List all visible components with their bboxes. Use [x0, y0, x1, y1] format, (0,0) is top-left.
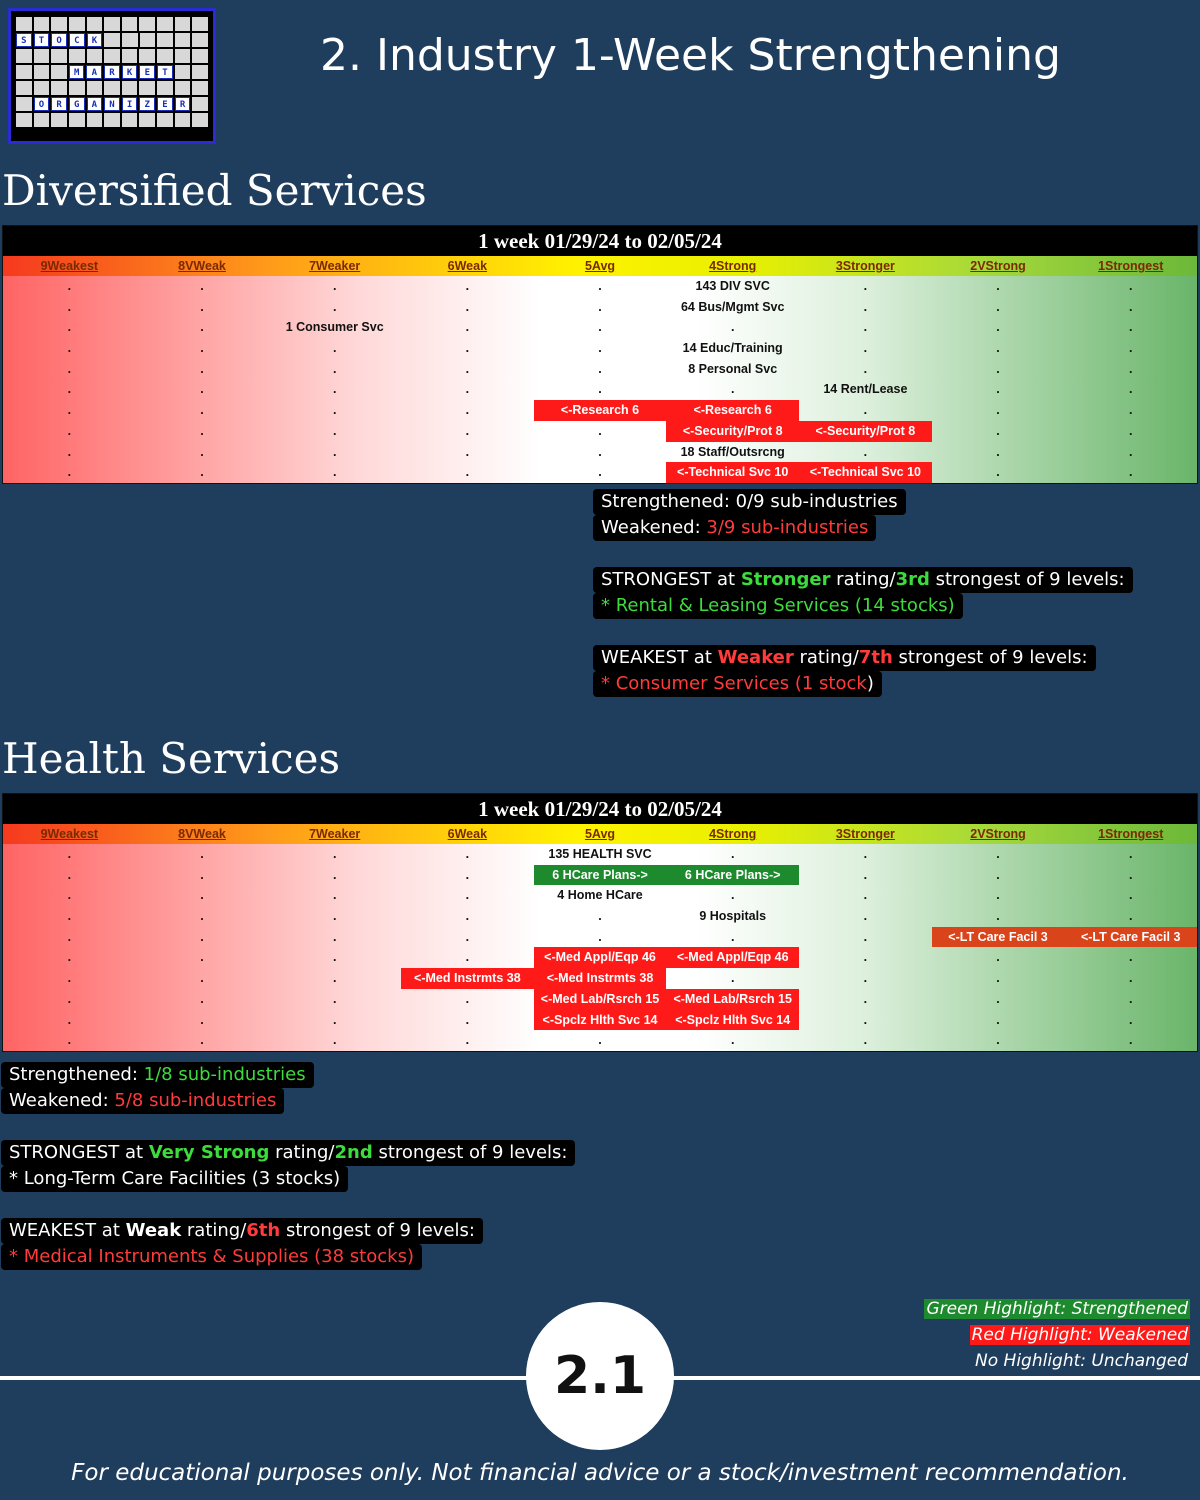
- grid-cell: .: [465, 444, 470, 459]
- grid-cell: .: [200, 465, 204, 480]
- grid-cell: <-Technical Svc 10: [666, 462, 799, 483]
- grid-cell: .: [67, 867, 72, 882]
- grid-cell: 1 Consumer Svc: [285, 320, 384, 335]
- strongest-item: * Rental & Leasing Services (14 stocks): [593, 593, 963, 619]
- grid-row: [3, 927, 1197, 948]
- grid-cell: <-Research 6: [666, 400, 799, 421]
- column-header-6weak: 6Weak: [447, 827, 488, 841]
- grid-cell: .: [996, 909, 1000, 924]
- logo-row-word2: M A R K E T: [16, 65, 208, 79]
- grid-cell: .: [1128, 279, 1133, 293]
- grid-cell: .: [1128, 403, 1133, 418]
- grid-cell: .: [67, 361, 72, 376]
- strongest-line: STRONGEST at Stronger rating/3rd strongest of 9 levels:: [593, 567, 1133, 593]
- grid-cell: .: [67, 909, 72, 924]
- grid-cell: .: [863, 403, 868, 418]
- grid-row: [3, 885, 1197, 906]
- section-title-diversified-services: Diversified Services: [2, 166, 427, 215]
- grid-cell: .: [996, 423, 1000, 438]
- rating-grid-diversified-services: [2, 225, 1198, 484]
- grid-cell: .: [863, 867, 868, 882]
- column-header-7weaker: 7Weaker: [309, 259, 361, 273]
- grid-cell: .: [200, 341, 204, 356]
- grid-cell: 14 Educ/Training: [682, 341, 783, 356]
- grid-cell: .: [200, 403, 204, 418]
- logo-row-blank: [16, 81, 208, 95]
- grid-cell: .: [332, 867, 337, 882]
- grid-cell: .: [863, 299, 868, 314]
- grid-cell: .: [332, 847, 337, 861]
- grid-cell: .: [465, 341, 470, 356]
- grid-cell: .: [67, 888, 72, 903]
- column-header-4strong: 4Strong: [709, 827, 757, 841]
- weakest-line: WEAKEST at Weak rating/6th strongest of 9 levels:: [1, 1218, 483, 1244]
- grid-cell: .: [332, 423, 337, 438]
- grid-cell: .: [863, 361, 868, 376]
- grid-row: [3, 317, 1197, 338]
- grid-period-title: 1 week 01/29/24 to 02/05/24: [3, 794, 1197, 824]
- grid-cell: .: [1128, 950, 1133, 965]
- grid-row: [3, 442, 1197, 463]
- grid-cell: .: [996, 403, 1000, 418]
- grid-row: [3, 400, 1197, 421]
- grid-cell: .: [465, 1033, 470, 1048]
- grid-cell: .: [1128, 299, 1133, 314]
- grid-cell: .: [996, 341, 1000, 356]
- grid-cell: .: [465, 888, 470, 903]
- legend-red: Red Highlight: Weakened: [971, 1325, 1188, 1345]
- grid-cell: .: [598, 929, 602, 944]
- grid-cell: .: [863, 1033, 868, 1048]
- grid-cell: <-Med Lab/Rsrch 15: [534, 989, 667, 1010]
- grid-cell: .: [67, 403, 72, 418]
- grid-cell: .: [200, 929, 204, 944]
- grid-cell: .: [730, 847, 735, 861]
- grid-cell: .: [332, 888, 337, 903]
- grid-cell: .: [1128, 1012, 1133, 1027]
- grid-cell: 6 HCare Plans->: [666, 865, 799, 886]
- logo-row-word1: S T O C K: [16, 33, 208, 47]
- column-header-7weaker: 7Weaker: [309, 827, 361, 841]
- logo-row-blank: [16, 113, 208, 127]
- logo-row-blank: [16, 49, 208, 63]
- grid-row: [3, 844, 1197, 865]
- grid-cell: .: [67, 465, 72, 480]
- legend-green: Green Highlight: Strengthened: [926, 1299, 1188, 1319]
- grid-cell: .: [465, 950, 470, 965]
- grid-cell: .: [996, 444, 1000, 459]
- summary-diversified-services: [593, 489, 1133, 697]
- grid-cell: .: [996, 382, 1000, 397]
- grid-cell: .: [1128, 320, 1133, 335]
- grid-cell: .: [332, 279, 337, 293]
- column-header-3stronger: 3Stronger: [835, 827, 895, 841]
- column-header-5avg: 5Avg: [584, 259, 616, 273]
- legend-none: No Highlight: Unchanged: [975, 1351, 1188, 1371]
- grid-cell: <-Spclz Hlth Svc 14: [534, 1010, 667, 1031]
- grid-cell: 143 DIV SVC: [695, 279, 770, 293]
- grid-cell: <-Med Lab/Rsrch 15: [666, 989, 799, 1010]
- grid-cell: .: [332, 971, 337, 986]
- grid-cell: .: [67, 1012, 72, 1027]
- grid-cell: .: [863, 991, 868, 1006]
- grid-cell: .: [863, 929, 868, 944]
- grid-cell: .: [598, 909, 602, 924]
- grid-cell: <-Technical Svc 10: [799, 462, 932, 483]
- grid-cell: .: [332, 465, 337, 480]
- weakened-line: Weakened: 5/8 sub-industries: [1, 1088, 284, 1114]
- grid-cell: .: [1128, 909, 1133, 924]
- rating-grid-health-services: [2, 793, 1198, 1052]
- grid-cell: .: [200, 847, 204, 861]
- grid-cell: .: [1128, 382, 1133, 397]
- grid-cell: .: [67, 279, 72, 293]
- grid-cell: .: [598, 361, 602, 376]
- grid-cell: .: [67, 950, 72, 965]
- grid-cell: .: [996, 867, 1000, 882]
- weakened-line: Weakened: 3/9 sub-industries: [593, 515, 876, 541]
- grid-cell: 135 HEALTH SVC: [548, 847, 652, 861]
- grid-row: [3, 865, 1197, 886]
- grid-cell: .: [598, 341, 602, 356]
- grid-row: [3, 1030, 1197, 1051]
- grid-cell: .: [996, 279, 1000, 293]
- grid-row: [3, 338, 1197, 359]
- grid-row: [3, 379, 1197, 400]
- weakest-line: WEAKEST at Weaker rating/7th strongest of 9 levels:: [593, 645, 1096, 671]
- grid-row: [3, 989, 1197, 1010]
- grid-cell: .: [598, 299, 602, 314]
- grid-cell: 14 Rent/Lease: [823, 382, 908, 397]
- grid-cell: .: [200, 1012, 204, 1027]
- grid-cell: <-Med Appl/Eqp 46: [534, 947, 667, 968]
- grid-cell: <-Security/Prot 8: [799, 421, 932, 442]
- grid-cell: .: [67, 929, 72, 944]
- grid-cell: .: [465, 991, 470, 1006]
- grid-cell: .: [200, 950, 204, 965]
- column-header-5avg: 5Avg: [584, 827, 616, 841]
- grid-cell: .: [465, 403, 470, 418]
- grid-cell: .: [1128, 888, 1133, 903]
- grid-cell: .: [1128, 444, 1133, 459]
- grid-cell: .: [1128, 341, 1133, 356]
- grid-cell: .: [332, 361, 337, 376]
- grid-cell: 6 HCare Plans->: [534, 865, 667, 886]
- grid-cell: .: [730, 320, 735, 335]
- grid-cell: .: [332, 382, 337, 397]
- grid-cell: .: [200, 299, 204, 314]
- grid-cell: .: [200, 444, 204, 459]
- grid-cell: .: [332, 929, 337, 944]
- grid-cell: .: [730, 888, 735, 903]
- grid-row: [3, 968, 1197, 989]
- grid-cell: .: [730, 1033, 735, 1048]
- weakest-item: * Medical Instruments & Supplies (38 stocks): [1, 1244, 422, 1270]
- grid-cell: .: [200, 867, 204, 882]
- column-header-4strong: 4Strong: [709, 259, 757, 273]
- grid-cell: .: [996, 950, 1000, 965]
- grid-cell: .: [200, 279, 204, 293]
- grid-cell: .: [465, 1012, 470, 1027]
- grid-cell: .: [67, 847, 72, 861]
- strengthened-line: Strengthened: 0/9 sub-industries: [593, 489, 906, 515]
- grid-cell: .: [465, 847, 470, 861]
- strengthened-line: Strengthened: 1/8 sub-industries: [1, 1062, 314, 1088]
- grid-cell: <-Med Instrmts 38: [534, 968, 667, 989]
- grid-cell: .: [598, 279, 602, 293]
- grid-cell: <-Med Appl/Eqp 46: [666, 947, 799, 968]
- grid-row: [3, 947, 1197, 968]
- grid-cell: .: [598, 444, 602, 459]
- grid-cell: .: [332, 299, 337, 314]
- grid-cell: .: [67, 320, 72, 335]
- grid-cell: .: [863, 971, 868, 986]
- grid-row: [3, 359, 1197, 380]
- grid-cell: .: [67, 341, 72, 356]
- grid-cell: .: [598, 382, 602, 397]
- grid-cell: .: [730, 929, 735, 944]
- grid-cell: .: [863, 888, 868, 903]
- grid-cell: .: [200, 1033, 204, 1048]
- grid-cell: .: [67, 991, 72, 1006]
- grid-cell: .: [863, 909, 868, 924]
- grid-cell: .: [996, 361, 1000, 376]
- grid-cell: .: [863, 1012, 868, 1027]
- grid-cell: .: [598, 465, 602, 480]
- grid-cell: .: [465, 909, 470, 924]
- grid-cell: .: [67, 1033, 72, 1048]
- grid-cell: .: [996, 465, 1000, 480]
- weakest-item: * Consumer Services (1 stock): [593, 671, 882, 697]
- column-header-1strongest: 1Strongest: [1098, 259, 1164, 273]
- grid-cell: <-Med Instrmts 38: [401, 968, 534, 989]
- grid-cell: .: [1128, 847, 1133, 861]
- grid-row: [3, 421, 1197, 442]
- grid-cell: .: [863, 444, 868, 459]
- grid-cell: .: [465, 929, 470, 944]
- grid-cell: .: [200, 888, 204, 903]
- grid-row: [3, 276, 1197, 297]
- grid-cell: .: [1128, 867, 1133, 882]
- grid-cell: .: [1128, 361, 1133, 376]
- grid-cell: .: [1128, 465, 1133, 480]
- grid-cell: .: [332, 991, 337, 1006]
- grid-cell: .: [67, 423, 72, 438]
- grid-cell: .: [996, 991, 1000, 1006]
- grid-cell: .: [730, 382, 735, 397]
- grid-cell: .: [863, 279, 868, 293]
- column-header-3stronger: 3Stronger: [835, 259, 895, 273]
- grid-row: [3, 297, 1197, 318]
- strongest-line: STRONGEST at Very Strong rating/2nd strongest of 9 levels:: [1, 1140, 575, 1166]
- grid-cell: .: [200, 361, 204, 376]
- disclaimer-footer: For educational purposes only. Not financial advice or a stock/investment recommendation.: [71, 1460, 1129, 1486]
- grid-cell: 4 Home HCare: [557, 888, 643, 903]
- grid-cell: .: [465, 320, 470, 335]
- column-header-1strongest: 1Strongest: [1098, 827, 1164, 841]
- grid-cell: .: [996, 299, 1000, 314]
- column-header-2vstrong: 2VStrong: [970, 259, 1026, 273]
- grid-cell: <-LT Care Facil 3: [1064, 927, 1197, 948]
- grid-row: [3, 462, 1197, 483]
- grid-cell: .: [863, 341, 868, 356]
- grid-cell: .: [996, 320, 1000, 335]
- grid-cell: .: [332, 341, 337, 356]
- grid-cell: .: [67, 299, 72, 314]
- grid-cell: .: [332, 403, 337, 418]
- grid-body: [3, 844, 1197, 1051]
- grid-cell: 64 Bus/Mgmt Svc: [680, 299, 785, 314]
- highlight-legend: [924, 1296, 1190, 1374]
- grid-cell: <-Spclz Hlth Svc 14: [666, 1010, 799, 1031]
- grid-cell: .: [200, 971, 204, 986]
- column-header-8vweak: 8VWeak: [178, 259, 226, 273]
- grid-cell: .: [465, 382, 470, 397]
- grid-cell: .: [200, 382, 204, 397]
- grid-cell: .: [598, 423, 602, 438]
- column-header-6weak: 6Weak: [447, 259, 488, 273]
- grid-cell: .: [863, 847, 868, 861]
- grid-column-headers: [3, 824, 1197, 844]
- stock-market-organizer-logo: [8, 8, 216, 144]
- grid-cell: .: [200, 991, 204, 1006]
- grid-body: [3, 276, 1197, 483]
- grid-cell: 9 Hospitals: [699, 909, 767, 924]
- logo-row-blank: [16, 17, 208, 31]
- grid-cell: .: [730, 971, 735, 986]
- grid-cell: .: [996, 888, 1000, 903]
- grid-cell: .: [1128, 991, 1133, 1006]
- column-header-2vstrong: 2VStrong: [970, 827, 1026, 841]
- grid-period-title: 1 week 01/29/24 to 02/05/24: [3, 226, 1197, 256]
- grid-cell: .: [1128, 971, 1133, 986]
- grid-cell: .: [332, 950, 337, 965]
- grid-cell: .: [332, 1012, 337, 1027]
- column-header-9weakest: 9Weakest: [40, 827, 99, 841]
- grid-cell: .: [465, 465, 470, 480]
- grid-cell: .: [863, 950, 868, 965]
- grid-cell: .: [200, 423, 204, 438]
- grid-cell: .: [465, 279, 470, 293]
- grid-cell: .: [996, 1012, 1000, 1027]
- grid-cell: .: [67, 382, 72, 397]
- grid-cell: .: [465, 423, 470, 438]
- grid-cell: 8 Personal Svc: [688, 361, 778, 376]
- grid-cell: .: [465, 867, 470, 882]
- grid-row: [3, 1010, 1197, 1031]
- grid-cell: .: [332, 1033, 337, 1048]
- grid-cell: .: [332, 909, 337, 924]
- grid-cell: .: [332, 444, 337, 459]
- logo-row-word3: O R G A N I Z E R: [16, 97, 208, 111]
- grid-cell: <-LT Care Facil 3: [932, 927, 1065, 948]
- grid-cell: .: [996, 971, 1000, 986]
- grid-row: [3, 906, 1197, 927]
- grid-cell: .: [200, 320, 204, 335]
- strongest-item: * Long-Term Care Facilities (3 stocks): [1, 1166, 348, 1192]
- grid-cell: <-Research 6: [534, 400, 667, 421]
- summary-health-services: [1, 1062, 575, 1270]
- grid-cell: .: [465, 361, 470, 376]
- grid-cell: .: [598, 1033, 602, 1048]
- column-header-9weakest: 9Weakest: [40, 259, 99, 273]
- grid-cell: .: [1128, 423, 1133, 438]
- grid-cell: <-Security/Prot 8: [666, 421, 799, 442]
- grid-cell: .: [996, 1033, 1000, 1048]
- grid-cell: .: [863, 320, 868, 335]
- page-number-badge: 2.1: [526, 1302, 674, 1450]
- grid-cell: .: [465, 299, 470, 314]
- grid-cell: .: [200, 909, 204, 924]
- page-title: 2. Industry 1-Week Strengthening: [320, 30, 1061, 81]
- column-header-8vweak: 8VWeak: [178, 827, 226, 841]
- grid-cell: 18 Staff/Outsrcng: [680, 444, 785, 459]
- section-title-health-services: Health Services: [2, 734, 341, 783]
- grid-cell: .: [996, 847, 1000, 861]
- grid-cell: .: [67, 444, 72, 459]
- grid-cell: .: [1128, 1033, 1133, 1048]
- grid-cell: .: [598, 320, 602, 335]
- grid-cell: .: [67, 971, 72, 986]
- grid-column-headers: [3, 256, 1197, 276]
